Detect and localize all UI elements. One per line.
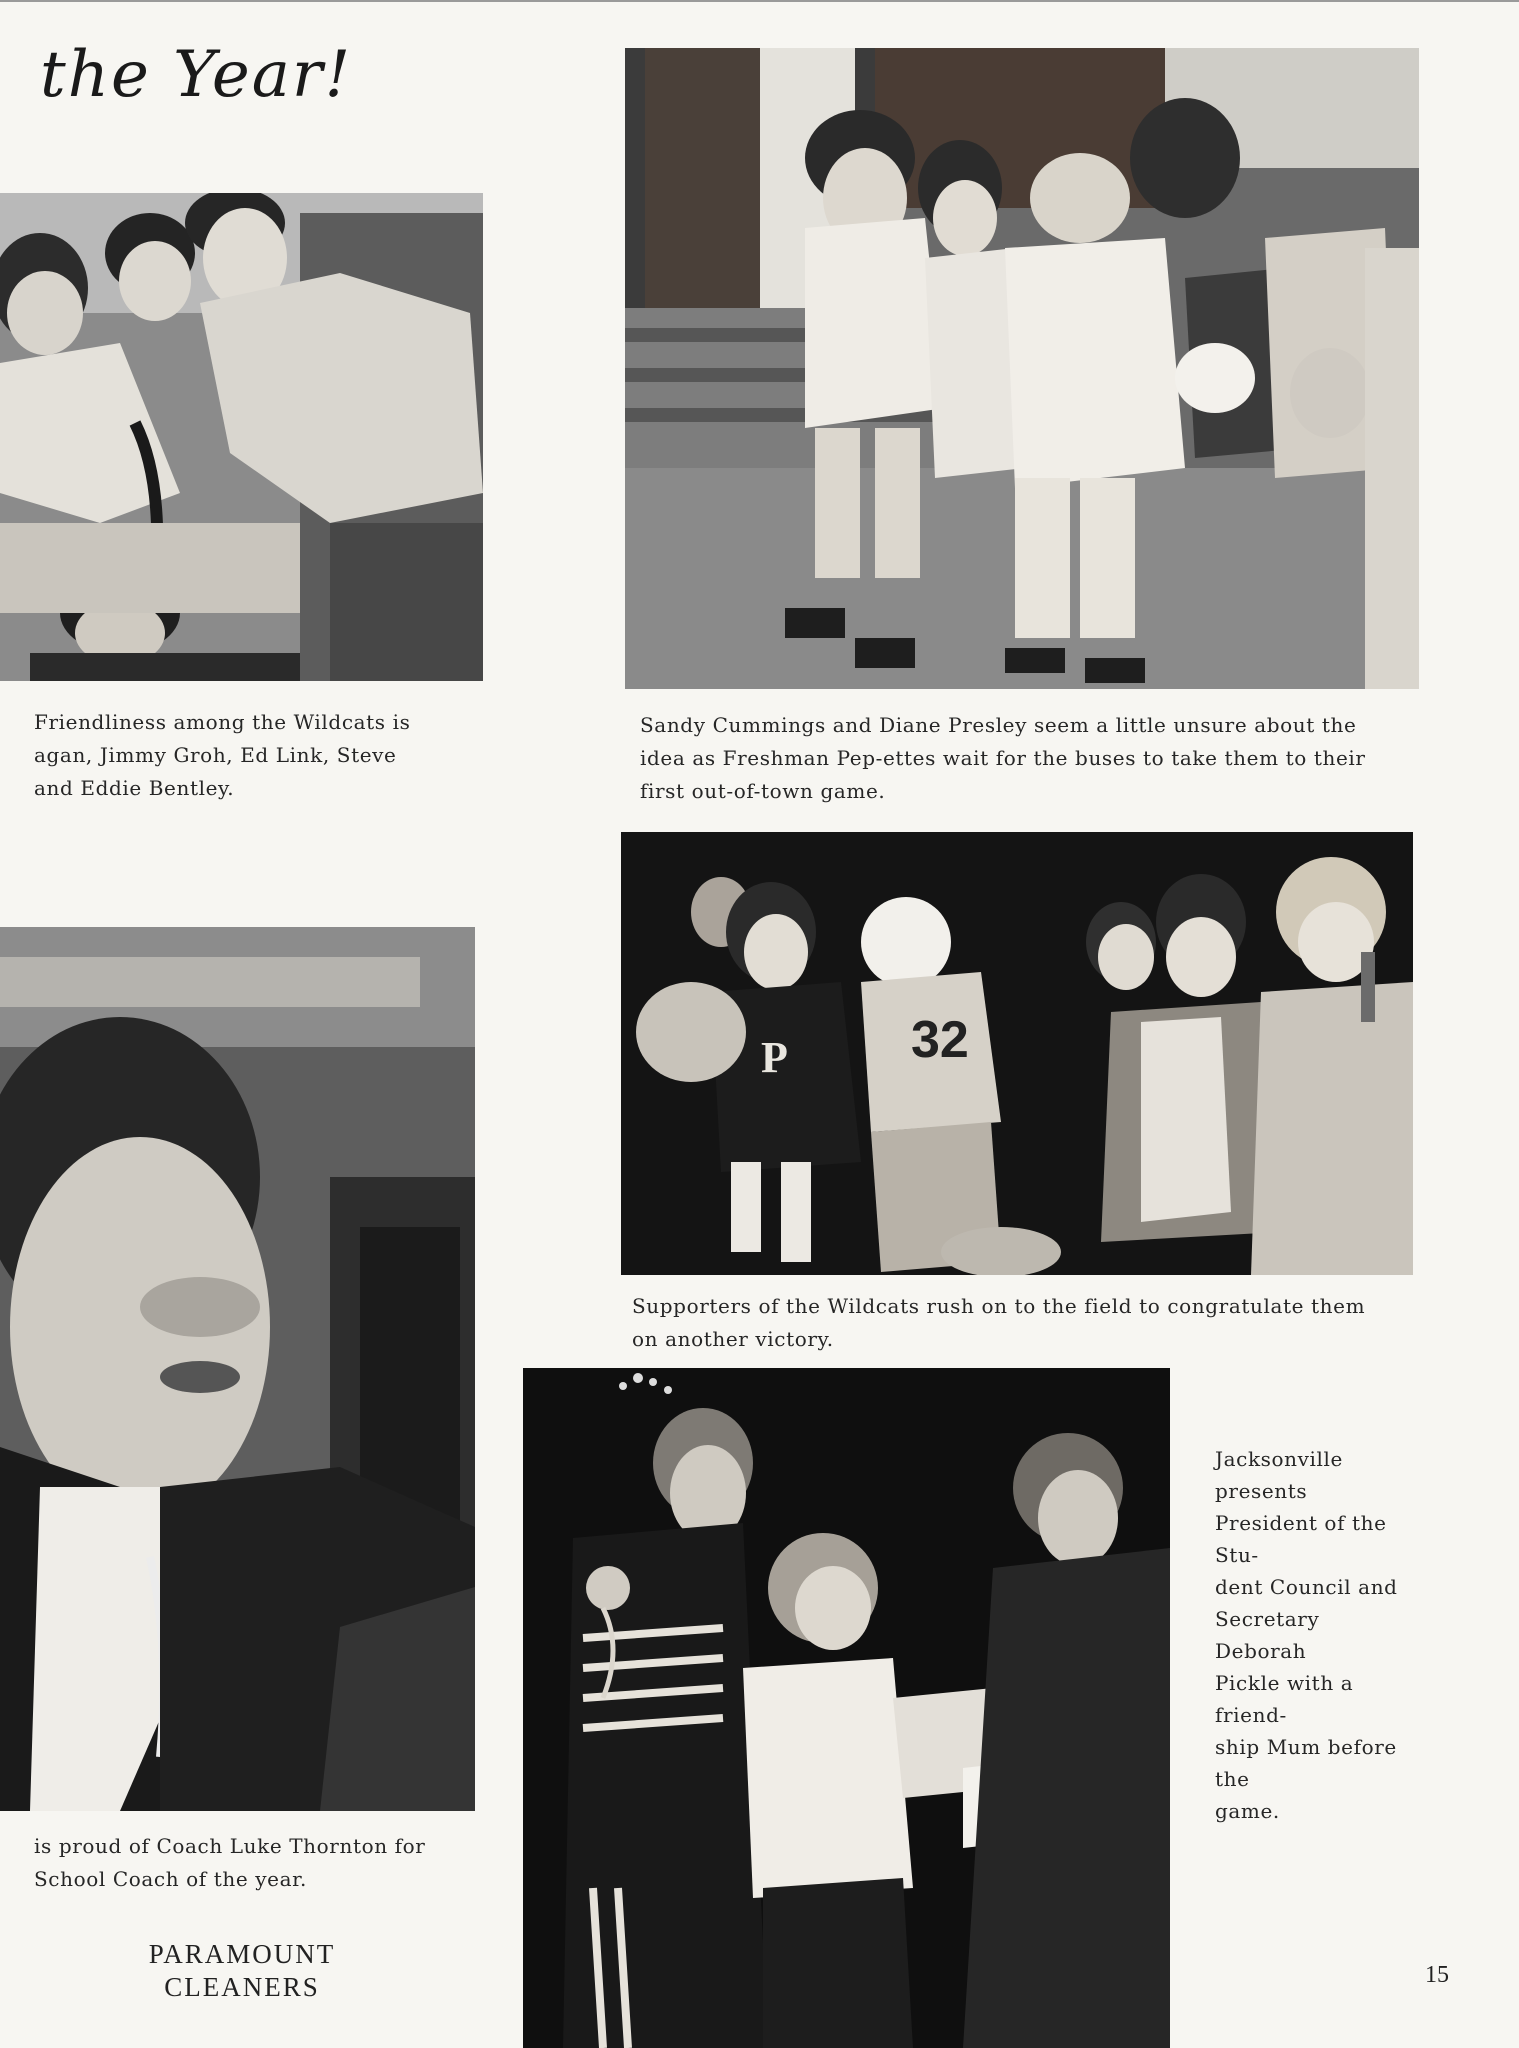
photo-wildcats-friendliness	[0, 193, 483, 681]
caption-pep-ettes-line-2: idea as Freshman Pep-ettes wait for the buses to take them to their	[640, 746, 1366, 770]
caption-coach-line-1: is proud of Coach Luke Thornton for	[34, 1834, 426, 1858]
photo-jacket-letter: P	[761, 1033, 788, 1082]
sponsor-line-2: CLEANERS	[164, 1972, 320, 2002]
caption-mum-line-2: President of the Stu-	[1215, 1511, 1387, 1567]
page-top-rule	[0, 0, 1519, 2]
caption-supporters-line-2: on another victory.	[632, 1327, 834, 1351]
caption-supporters	[632, 1290, 1422, 1356]
photo-mum-presentation	[523, 1368, 1170, 2048]
page-number: 15	[1425, 1962, 1449, 1988]
caption-mum-line-5: Pickle with a friend-	[1215, 1671, 1354, 1727]
caption-mum	[1215, 1443, 1415, 1827]
photo-jersey-number: 32	[911, 1011, 969, 1069]
caption-supporters-line-1: Supporters of the Wildcats rush on to the field to congratulate them	[632, 1294, 1366, 1318]
caption-coach	[34, 1830, 494, 1896]
caption-wildcats-line-1: Friendliness among the Wildcats is	[34, 710, 411, 734]
caption-mum-line-1: Jacksonville presents	[1215, 1447, 1343, 1503]
photo-pep-ettes	[625, 48, 1419, 689]
caption-wildcats-line-3: and Eddie Bentley.	[34, 776, 235, 800]
caption-mum-line-4: Secretary Deborah	[1215, 1607, 1320, 1663]
caption-mum-line-3: dent Council and	[1215, 1575, 1398, 1599]
caption-wildcats	[34, 706, 484, 805]
caption-pep-ettes	[640, 709, 1420, 808]
page-title: the Year!	[40, 38, 353, 112]
photo-supporters	[621, 832, 1413, 1275]
caption-mum-line-7: game.	[1215, 1799, 1280, 1823]
sponsor-line-1: PARAMOUNT	[148, 1939, 336, 1969]
caption-mum-line-6: ship Mum before the	[1215, 1735, 1397, 1791]
caption-pep-ettes-line-1: Sandy Cummings and Diane Presley seem a little unsure about the	[640, 713, 1357, 737]
caption-pep-ettes-line-3: first out-of-town game.	[640, 779, 886, 803]
sponsor-name	[122, 1938, 362, 2004]
caption-wildcats-line-2: agan, Jimmy Groh, Ed Link, Steve	[34, 743, 397, 767]
photo-coach	[0, 927, 475, 1811]
caption-coach-line-2: School Coach of the year.	[34, 1867, 308, 1891]
